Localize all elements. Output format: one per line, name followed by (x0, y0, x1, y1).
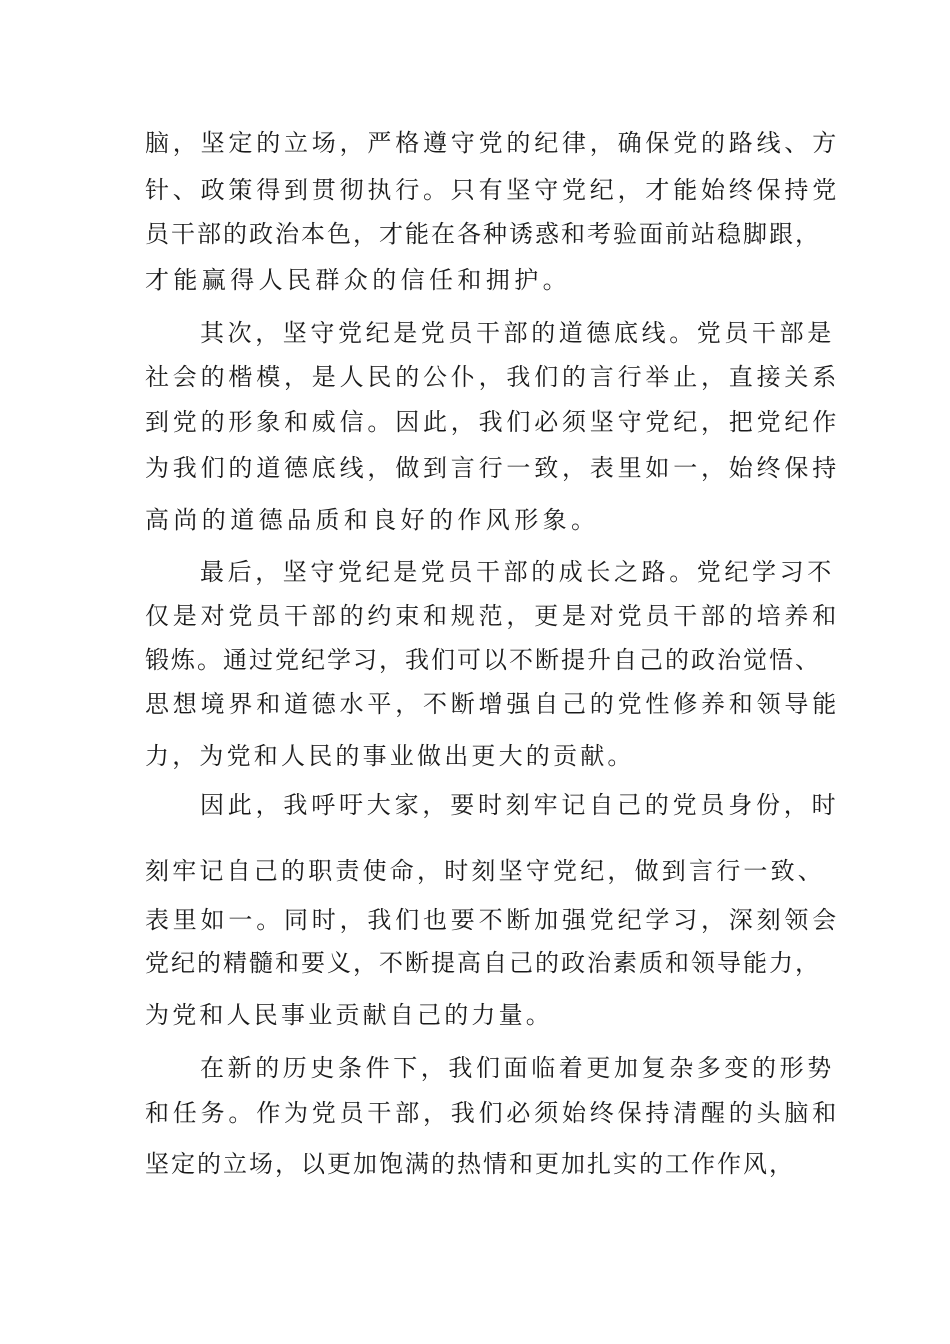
text-line: 思想境界和道德水平，不断增强自己的党性修养和领导能 (145, 690, 840, 718)
text-line: 才能赢得人民群众的信任和拥护。 (145, 266, 571, 294)
paragraph-first-line: 其次，坚守党纪是党员干部的道德底线。党员干部是 (200, 319, 835, 347)
text-line: 到党的形象和威信。因此，我们必须坚守党纪，把党纪作 (145, 408, 840, 436)
text-line: 脑，坚定的立场，严格遵守党的纪律，确保党的路线、方 (145, 129, 840, 157)
text-line: 仅是对党员干部的约束和规范，更是对党员干部的培养和 (145, 602, 840, 630)
text-line: 员干部的政治本色，才能在各种诱惑和考验面前站稳脚跟， (145, 220, 821, 248)
text-line: 为党和人民事业贡献自己的力量。 (145, 1001, 553, 1029)
paragraph-first-line: 因此，我呼吁大家，要时刻牢记自己的党员身份，时 (200, 791, 840, 819)
text-line: 锻炼。通过党纪学习，我们可以不断提升自己的政治觉悟、 (145, 646, 821, 674)
text-line: 为我们的道德底线，做到言行一致，表里如一，始终保持 (145, 454, 840, 482)
text-line: 党纪的精髓和要义，不断提高自己的政治素质和领导能力， (145, 949, 821, 977)
text-line: 社会的楷模，是人民的公仆，我们的言行举止，直接关系 (145, 363, 840, 391)
text-line: 刻牢记自己的职责使命，时刻坚守党纪，做到言行一致、 (145, 857, 825, 885)
paragraph-first-line: 在新的历史条件下，我们面临着更加复杂多变的形势 (200, 1054, 835, 1082)
text-line: 针、政策得到贯彻执行。只有坚守党纪，才能始终保持党 (145, 176, 840, 204)
text-line: 和任务。作为党员干部，我们必须始终保持清醒的头脑和 (145, 1099, 840, 1127)
text-line: 坚定的立场，以更加饱满的热情和更加扎实的工作作风， (145, 1150, 795, 1178)
text-line: 力，为党和人民的事业做出更大的贡献。 (145, 742, 635, 770)
text-line: 表里如一。同时，我们也要不断加强党纪学习，深刻领会 (145, 906, 840, 934)
text-line: 高尚的道德品质和良好的作风形象。 (145, 506, 600, 534)
paragraph-first-line: 最后，坚守党纪是党员干部的成长之路。党纪学习不 (200, 558, 835, 586)
